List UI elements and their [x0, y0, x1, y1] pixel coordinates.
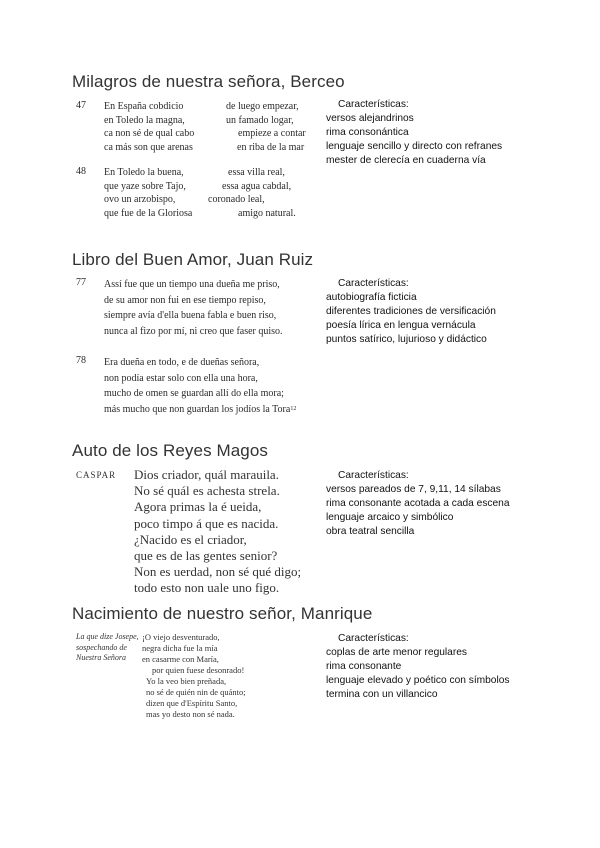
feature-item: lenguaje arcaico y simbólico [326, 512, 454, 523]
verse-line: más mucho que non guardan los jodíos la Tora 12 [104, 402, 296, 418]
features-title: Características: [338, 633, 409, 644]
verse-line: en casarme con María, [142, 654, 219, 664]
verse-line: que fue de la Gloriosa amigo natural. [104, 207, 296, 219]
verse-line: Non es uerdad, non sé qué digo; [134, 564, 302, 580]
feature-item: puntos satírico, lujurioso y didáctico [326, 334, 487, 345]
verse-line: dizen que d'Espíritu Santo, [146, 698, 238, 708]
features-title: Características: [338, 470, 409, 481]
verse-line: No sé quál es achesta strela. [134, 483, 280, 499]
footnote-marker: 12 [290, 405, 297, 412]
verse-line: mucho de omen se guardan allí do ella mora; [104, 388, 284, 399]
stage-direction: La que dize Josepe, sospechando de Nuestra Señora [76, 632, 139, 662]
stanza-number: 47 [76, 100, 86, 111]
stanza-number: 77 [76, 277, 86, 288]
verse-line: ovo un arzobispo, coronado leal, [104, 194, 265, 205]
verse-line: En España cobdicio de luego empezar, [104, 101, 299, 112]
section-title-ruiz: Libro del Buen Amor, Juan Ruiz [72, 250, 314, 269]
section-title-manrique: Nacimiento de nuestro señor, Manrique [72, 604, 373, 623]
verse-line: mas yo desto non sé nada. [146, 709, 235, 719]
stanza-78 [76, 355, 296, 417]
features-berceo [326, 98, 502, 168]
stanza-47 [76, 100, 306, 154]
stanza-77 [76, 277, 296, 339]
verse-line: ¿Nacido es el criador, [134, 531, 247, 547]
verse-line: negra dicha fue la mía [142, 643, 218, 653]
features-manrique [326, 632, 510, 702]
poem-reyes [76, 467, 301, 597]
verse-line: Agora primas la é ueida, [134, 499, 262, 515]
verse-line: Era dueña en todo, e de dueñas señora, [104, 357, 260, 368]
feature-item: rima consonántica [326, 127, 409, 138]
features-ruiz [326, 277, 496, 347]
section-title-berceo: Milagros de nuestra señora, Berceo [72, 72, 345, 91]
verse-line: poco timpo á que es nacida. [134, 515, 279, 531]
verse-line: Yo la veo bien preñada, [146, 676, 227, 686]
feature-item: obra teatral sencilla [326, 526, 415, 537]
poem-ruiz [76, 277, 296, 429]
verse-line: ¡O viejo desventurado, [142, 632, 220, 642]
feature-item: autobiografía ficticia [326, 292, 417, 303]
stanza-number: 78 [76, 355, 86, 366]
poem-manrique [76, 632, 246, 720]
feature-item: versos alejandrinos [326, 113, 414, 124]
verse-line: en Toledo la magna, un famado logar, [104, 114, 294, 126]
verse-line: de su amor non fui en ese tiempo repiso, [104, 294, 266, 306]
verse-line: que es de las gentes senior? [134, 548, 278, 564]
verse-line: nunca al fizo por mí, ni creo que faser quiso. [104, 325, 283, 337]
feature-item: termina con un villancico [326, 689, 438, 700]
features-title: Características: [338, 278, 409, 289]
stanza-48 [76, 166, 306, 220]
feature-item: lenguaje elevado y poético con símbolos [326, 675, 510, 686]
verse-line: siempre avía d'ella buena fabla e buen riso, [104, 310, 277, 321]
feature-item: poesía lírica en lengua vernácula [326, 320, 476, 331]
verse-line: Assí fue que un tiempo una dueña me priso, [104, 279, 280, 290]
verse-line: por quien fuese desonrado! [152, 665, 245, 675]
feature-item: lenguaje sencillo y directo con refranes [326, 141, 503, 152]
stanza-number: 48 [76, 166, 86, 177]
feature-item: rima consonante [326, 661, 402, 672]
verse-line: no sé de quién nin de quánto; [146, 687, 246, 697]
feature-item: mester de clerecía en cuaderna vía [326, 155, 486, 166]
verse-line: non podía estar solo con ella una hora, [104, 372, 258, 384]
speaker-name: CASPAR [76, 470, 117, 480]
feature-item: coplas de arte menor regulares [326, 647, 468, 658]
section-title-reyes: Auto de los Reyes Magos [72, 441, 269, 460]
features-reyes [326, 469, 510, 539]
verse-line: todo esto non uale uno figo. [134, 580, 280, 596]
features-title: Características: [338, 99, 409, 110]
feature-item: versos pareados de 7, 9,11, 14 sílabas [326, 484, 501, 495]
verse-line: ca non sé de qual cabo empieze a contar [104, 128, 306, 139]
verse-line: En Toledo la buena, essa villa real, [104, 167, 285, 178]
feature-item: rima consonante acotada a cada escena [326, 498, 510, 509]
feature-item: diferentes tradiciones de versificación [326, 306, 496, 317]
verse-line: Dios criador, quál marauila. [134, 467, 279, 482]
poem-berceo [76, 100, 306, 232]
verse-line: ca más son que arenas en riba de la mar [104, 141, 305, 153]
verse-line: que yaze sobre Tajo, essa agua cabdal, [104, 180, 292, 192]
